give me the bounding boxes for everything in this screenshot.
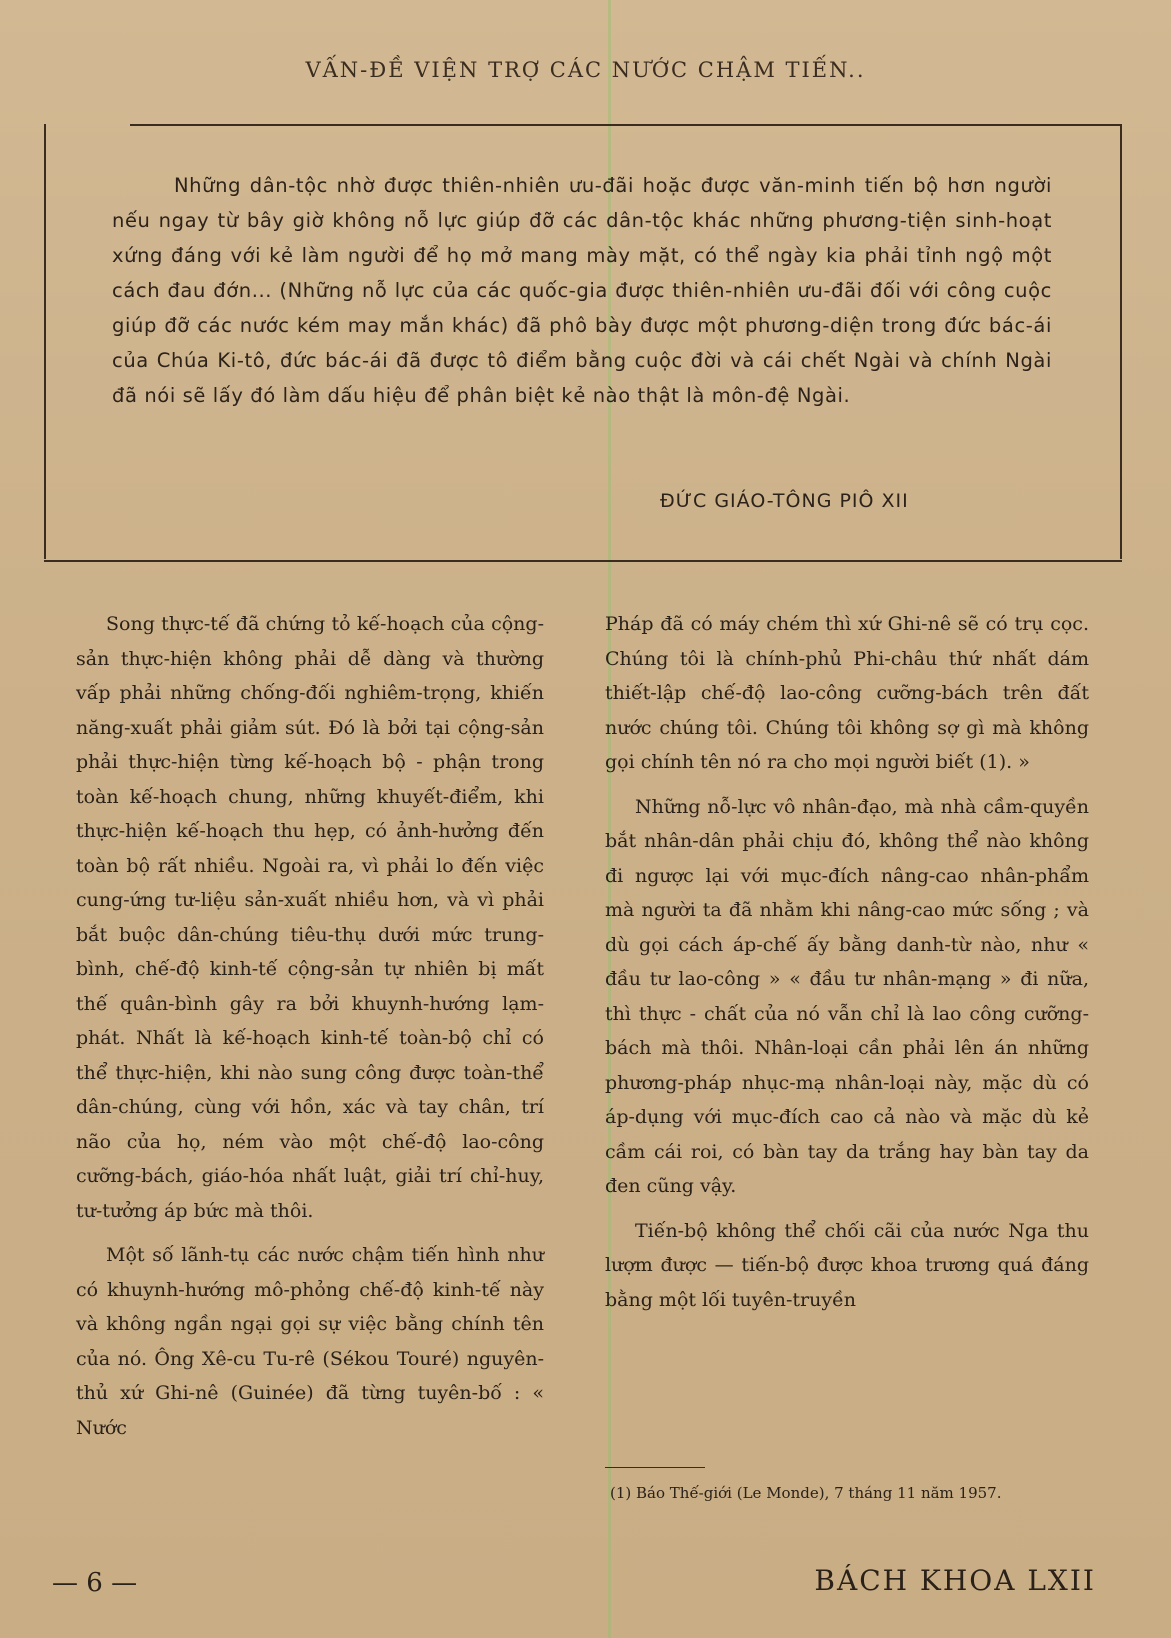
page-number: — 6 — xyxy=(52,1568,138,1598)
paragraph: Song thực-tế đã chứng tỏ kế-hoạch của cộng-sản thực-hiện không phải dễ dàng và thường vấp phải những chống-đối nghiêm-trọng, khiến năng-xuất phải giảm sút. Đó là bởi tại cộng-sản phải thực-hiện từng kế-hoạch bộ - phận trong toàn kế-hoạch chung, những khuyết-điểm, khi thực-hiện kế-hoạch thu hẹp, có ảnh-hưởng đến toàn bộ rất nhiều. Ngoài ra, vì phải lo đến việc cung-ứng tư-liệu sản-xuất nhiều hơn, và vì phải bắt buộc dân-chúng tiêu-thụ dưới mức trung-bình, chế-độ kinh-tế cộng-sản tự nhiên bị mất thế quân-bình gây ra bởi khuynh-hướng lạm-phát. Nhất là kế-hoạch kinh-tế toàn-bộ chỉ có thể thực-hiện, khi nào sung công được toàn-thể dân-chúng, cùng với hồn, xác và tay chân, trí não của họ, ném vào một chế-độ lao-công cưỡng-bách, giáo-hóa nhất luật, giải trí chỉ-huy, tư-tưởng áp bức mà thôi. xyxy=(76,613,544,1222)
left-column xyxy=(76,607,544,1455)
paragraph: Tiến-bộ không thể chối cãi của nước Nga thu lượm được — tiến-bộ được khoa trương quá đáng bằng một lối tuyên-truyền xyxy=(605,1219,1089,1311)
publication-name: BÁCH KHOA LXII xyxy=(814,1564,1096,1597)
paragraph: Pháp đã có máy chém thì xứ Ghi-nê sẽ có trụ cọc. Chúng tôi là chính-phủ Phi-châu thứ nhất dám thiết-lập chế-độ lao-công cưỡng-bách trên đất nước chúng tôi. Chúng tôi không sợ gì mà không gọi chính tên nó ra cho mọi người biết (1). » xyxy=(605,613,1089,773)
epigraph-quote: Những dân-tộc nhờ được thiên-nhiên ưu-đãi hoặc được văn-minh tiến bộ hơn người nếu ngay từ bây giờ không nỗ lực giúp đỡ các dân-tộc khác những phương-tiện sinh-hoạt xứng đáng với kẻ làm người để họ mở mang mày mặt, có thể ngày kia phải tỉnh ngộ một cách đau đớn... (Những nỗ lực của các quốc-gia được thiên-nhiên ưu-đãi đối với công cuộc giúp đỡ các nước kém may mắn khác) đã phô bày được một phương-diện trong đức bác-ái của Chúa Ki-tô, đức bác-ái đã được tô điểm bằng cuộc đời và cái chết Ngài và chính Ngài đã nói sẽ lấy đó làm dấu hiệu để phân biệt kẻ nào thật là môn-đệ Ngài. xyxy=(112,174,1052,407)
right-column xyxy=(605,607,1089,1327)
epigraph-author: ĐỨC GIÁO-TÔNG PIÔ XII xyxy=(660,490,909,512)
footnote: (1) Báo Thế-giới (Le Monde), 7 tháng 11 năm 1957. xyxy=(610,1484,1002,1502)
footnote-rule xyxy=(605,1467,705,1468)
quote-box-bottom-rule xyxy=(44,560,1122,562)
running-header: VẤN-ĐỀ VIỆN TRỢ CÁC NƯỚC CHẬM TIẾN.. xyxy=(305,58,866,82)
paragraph: Một số lãnh-tụ các nước chậm tiến hình như có khuynh-hướng mô-phỏng chế-độ kinh-tế này và không ngần ngại gọi sự việc bằng chính tên của nó. Ông Xê-cu Tu-rê (Sékou Touré) nguyên-thủ xứ Ghi-nê (Guinée) đã từng tuyên-bố : « Nước xyxy=(76,1244,544,1439)
paragraph: Những nỗ-lực vô nhân-đạo, mà nhà cầm-quyền bắt nhân-dân phải chịu đó, không thể nào không đi ngược lại với mục-đích nâng-cao nhân-phẩm mà người ta đã nhằm khi nâng-cao mức sống ; và dù gọi cách áp-chế ấy bằng danh-từ nào, như « đầu tư lao-công » « đầu tư nhân-mạng » đi nữa, thì thực - chất của nó vẫn chỉ là lao công cưỡng-bách mà thôi. Nhân-loại cần phải lên án những phương-pháp nhục-mạ nhân-loại này, mặc dù có áp-dụng với mục-đích cao cả nào và mặc dù kẻ cầm cái roi, có bàn tay da trắng hay bàn tay da đen cũng vậy. xyxy=(605,795,1089,1197)
